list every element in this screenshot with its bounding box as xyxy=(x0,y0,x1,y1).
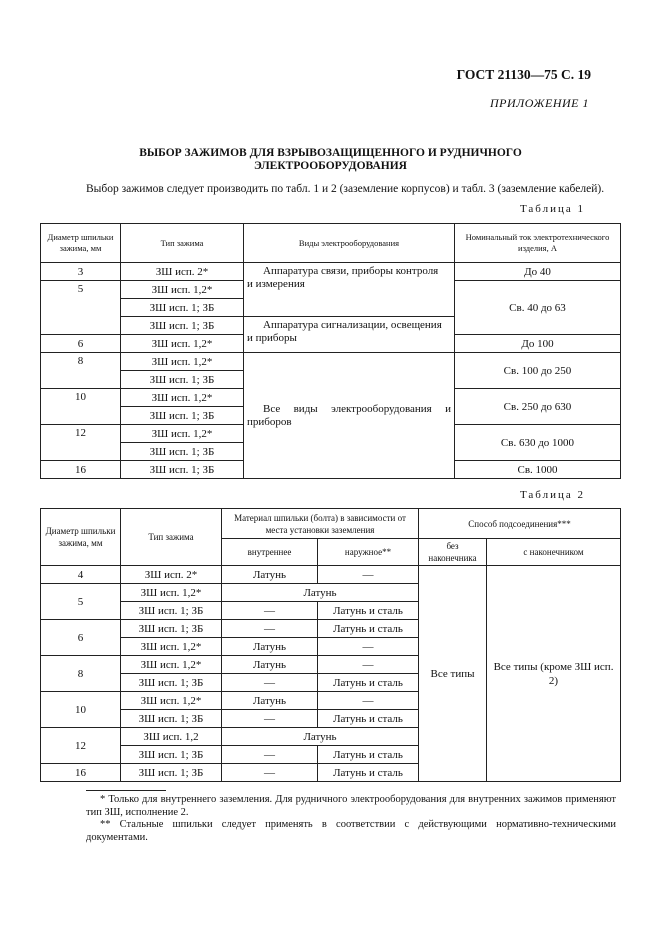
t1-current: До 100 xyxy=(455,335,621,353)
t1-current: Св. 40 до 63 xyxy=(455,281,621,335)
t1-kind-all xyxy=(244,353,455,479)
t2-header-material: Материал шпильки (болта) в зависимости от места установки заземления xyxy=(222,509,419,539)
t1-header-type: Тип зажима xyxy=(121,224,244,263)
title-line-1: ВЫБОР ЗАЖИМОВ ДЛЯ ВЗРЫВОЗАЩИЩЕННОГО И РУДНИЧНОГО xyxy=(139,147,522,159)
t1-kind-comm xyxy=(244,263,455,317)
t2-inner: Латунь xyxy=(222,638,318,656)
table-row xyxy=(41,263,621,281)
table2-header-row xyxy=(41,509,621,539)
t1-current: Св. 630 до 1000 xyxy=(455,425,621,461)
t1-kind-all-a: Все виды электрооборудования и xyxy=(263,403,451,415)
t1-kind-all-b: приборов xyxy=(247,416,292,428)
t2-inner: Латунь xyxy=(222,566,318,584)
t2-diameter: 5 xyxy=(41,584,121,620)
t1-diameter: 6 xyxy=(41,335,121,353)
t1-type: ЗШ исп. 2* xyxy=(121,263,244,281)
t2-type: ЗШ исп. 1,2* xyxy=(121,584,222,602)
t1-current: Св. 100 до 250 xyxy=(455,353,621,389)
footnote-1 xyxy=(86,793,616,819)
t1-kind-signal-b: и приборы xyxy=(247,332,297,344)
t1-kind-signal xyxy=(244,317,455,353)
t2-type: ЗШ исп. 1; ЗБ xyxy=(121,710,222,728)
t2-diameter: 12 xyxy=(41,728,121,764)
t1-current: Св. 250 до 630 xyxy=(455,389,621,425)
t1-current: Св. 1000 xyxy=(455,461,621,479)
table2-caption: Таблица 2 xyxy=(519,489,585,501)
t1-type: ЗШ исп. 1,2* xyxy=(121,281,244,299)
t1-header-kinds: Виды электрооборудования xyxy=(244,224,455,263)
title-line-2: ЭЛЕКТРООБОРУДОВАНИЯ xyxy=(254,160,407,172)
t1-type: ЗШ исп. 1; ЗБ xyxy=(121,461,244,479)
t2-type: ЗШ исп. 1,2* xyxy=(121,656,222,674)
table1-header-row xyxy=(41,224,621,263)
t2-outer: — xyxy=(318,692,419,710)
t2-header-connection: Способ подсоединения*** xyxy=(419,509,621,539)
t2-header-no-lug: без наконечника xyxy=(419,539,487,566)
t2-outer: Латунь и сталь xyxy=(318,746,419,764)
t2-header-inner: внутреннее xyxy=(222,539,318,566)
t2-outer: Латунь и сталь xyxy=(318,674,419,692)
t2-both: Латунь xyxy=(222,584,419,602)
t2-inner: — xyxy=(222,746,318,764)
t2-type: ЗШ исп. 1; ЗБ xyxy=(121,746,222,764)
footnote-1-text: * Только для внутреннего заземления. Для рудничного электрооборудования для внутренних зажимов применяют тип ЗШ, исполнение 2. xyxy=(86,794,616,818)
t1-type: ЗШ исп. 1; ЗБ xyxy=(121,299,244,317)
t2-outer: — xyxy=(318,638,419,656)
t2-diameter: 8 xyxy=(41,656,121,692)
table-row xyxy=(41,566,621,584)
t1-type: ЗШ исп. 1,2* xyxy=(121,425,244,443)
t2-type: ЗШ исп. 1; ЗБ xyxy=(121,620,222,638)
t1-kind-signal-a: Аппаратура сигнализации, освещения xyxy=(263,319,442,331)
t1-type: ЗШ исп. 1,2* xyxy=(121,389,244,407)
table1-caption: Таблица 1 xyxy=(519,203,585,215)
t2-diameter: 16 xyxy=(41,764,121,782)
intro-text: Выбор зажимов следует производить по табл. 1 и 2 (заземление корпусов) и табл. 3 (заземление кабелей). xyxy=(86,183,605,195)
t1-diameter: 8 xyxy=(41,353,121,389)
t2-diameter: 6 xyxy=(41,620,121,656)
t2-type: ЗШ исп. 1,2* xyxy=(121,692,222,710)
t2-outer: — xyxy=(318,566,419,584)
t2-header-diameter: Диаметр шпильки зажима, мм xyxy=(41,509,121,566)
appendix-label: ПРИЛОЖЕНИЕ 1 xyxy=(490,96,589,110)
t2-both: Латунь xyxy=(222,728,419,746)
t2-outer: — xyxy=(318,656,419,674)
t1-header-diameter: Диаметр шпильки зажима, мм xyxy=(41,224,121,263)
t2-inner: — xyxy=(222,602,318,620)
t1-current: До 40 xyxy=(455,263,621,281)
t2-type: ЗШ исп. 1; ЗБ xyxy=(121,764,222,782)
t2-header-type: Тип зажима xyxy=(121,509,222,566)
t2-type: ЗШ исп. 1; ЗБ xyxy=(121,602,222,620)
t2-diameter: 10 xyxy=(41,692,121,728)
t2-no-lug-value: Все типы xyxy=(419,566,487,782)
t1-type: ЗШ исп. 1,2* xyxy=(121,335,244,353)
footnote-divider xyxy=(86,790,166,791)
t2-header-outer: наружное** xyxy=(318,539,419,566)
t2-outer: Латунь и сталь xyxy=(318,710,419,728)
t1-diameter: 12 xyxy=(41,425,121,461)
t1-header-current: Номинальный ток электротехнического изделия, А xyxy=(455,224,621,263)
t1-kind-comm-b: и измерения xyxy=(247,278,305,290)
t1-type: ЗШ исп. 1; ЗБ xyxy=(121,443,244,461)
t2-diameter: 4 xyxy=(41,566,121,584)
t2-inner: Латунь xyxy=(222,692,318,710)
t2-inner: — xyxy=(222,620,318,638)
t2-type: ЗШ исп. 1; ЗБ xyxy=(121,674,222,692)
page-title xyxy=(0,147,661,173)
t1-diameter: 5 xyxy=(41,281,121,335)
table-1 xyxy=(40,223,621,479)
document-id: ГОСТ 21130—75 С. 19 xyxy=(456,67,591,82)
t2-inner: Латунь xyxy=(222,656,318,674)
t1-diameter: 16 xyxy=(41,461,121,479)
t2-type: ЗШ исп. 1,2* xyxy=(121,638,222,656)
t1-diameter: 10 xyxy=(41,389,121,425)
t2-inner: — xyxy=(222,674,318,692)
t2-type: ЗШ исп. 1,2 xyxy=(121,728,222,746)
t1-kind-comm-a: Аппаратура связи, приборы контроля xyxy=(263,265,439,277)
table-row xyxy=(41,353,621,371)
t2-type: ЗШ исп. 2* xyxy=(121,566,222,584)
t1-type: ЗШ исп. 1; ЗБ xyxy=(121,317,244,335)
t1-diameter: 3 xyxy=(41,263,121,281)
t2-header-with-lug: с наконечником xyxy=(487,539,621,566)
t2-with-lug-value: Все типы (кроме ЗШ исп. 2) xyxy=(487,566,621,782)
t2-outer: Латунь и сталь xyxy=(318,764,419,782)
t2-outer: Латунь и сталь xyxy=(318,602,419,620)
t1-type: ЗШ исп. 1; ЗБ xyxy=(121,407,244,425)
t1-type: ЗШ исп. 1,2* xyxy=(121,353,244,371)
table-2 xyxy=(40,508,621,782)
t2-inner: — xyxy=(222,764,318,782)
t2-inner: — xyxy=(222,710,318,728)
t2-outer: Латунь и сталь xyxy=(318,620,419,638)
footnote-2-text: ** Стальные шпильки следует применять в соответствии с действующими нормативно-техническими документами. xyxy=(86,819,616,843)
t1-type: ЗШ исп. 1; ЗБ xyxy=(121,371,244,389)
footnote-2 xyxy=(86,818,616,844)
